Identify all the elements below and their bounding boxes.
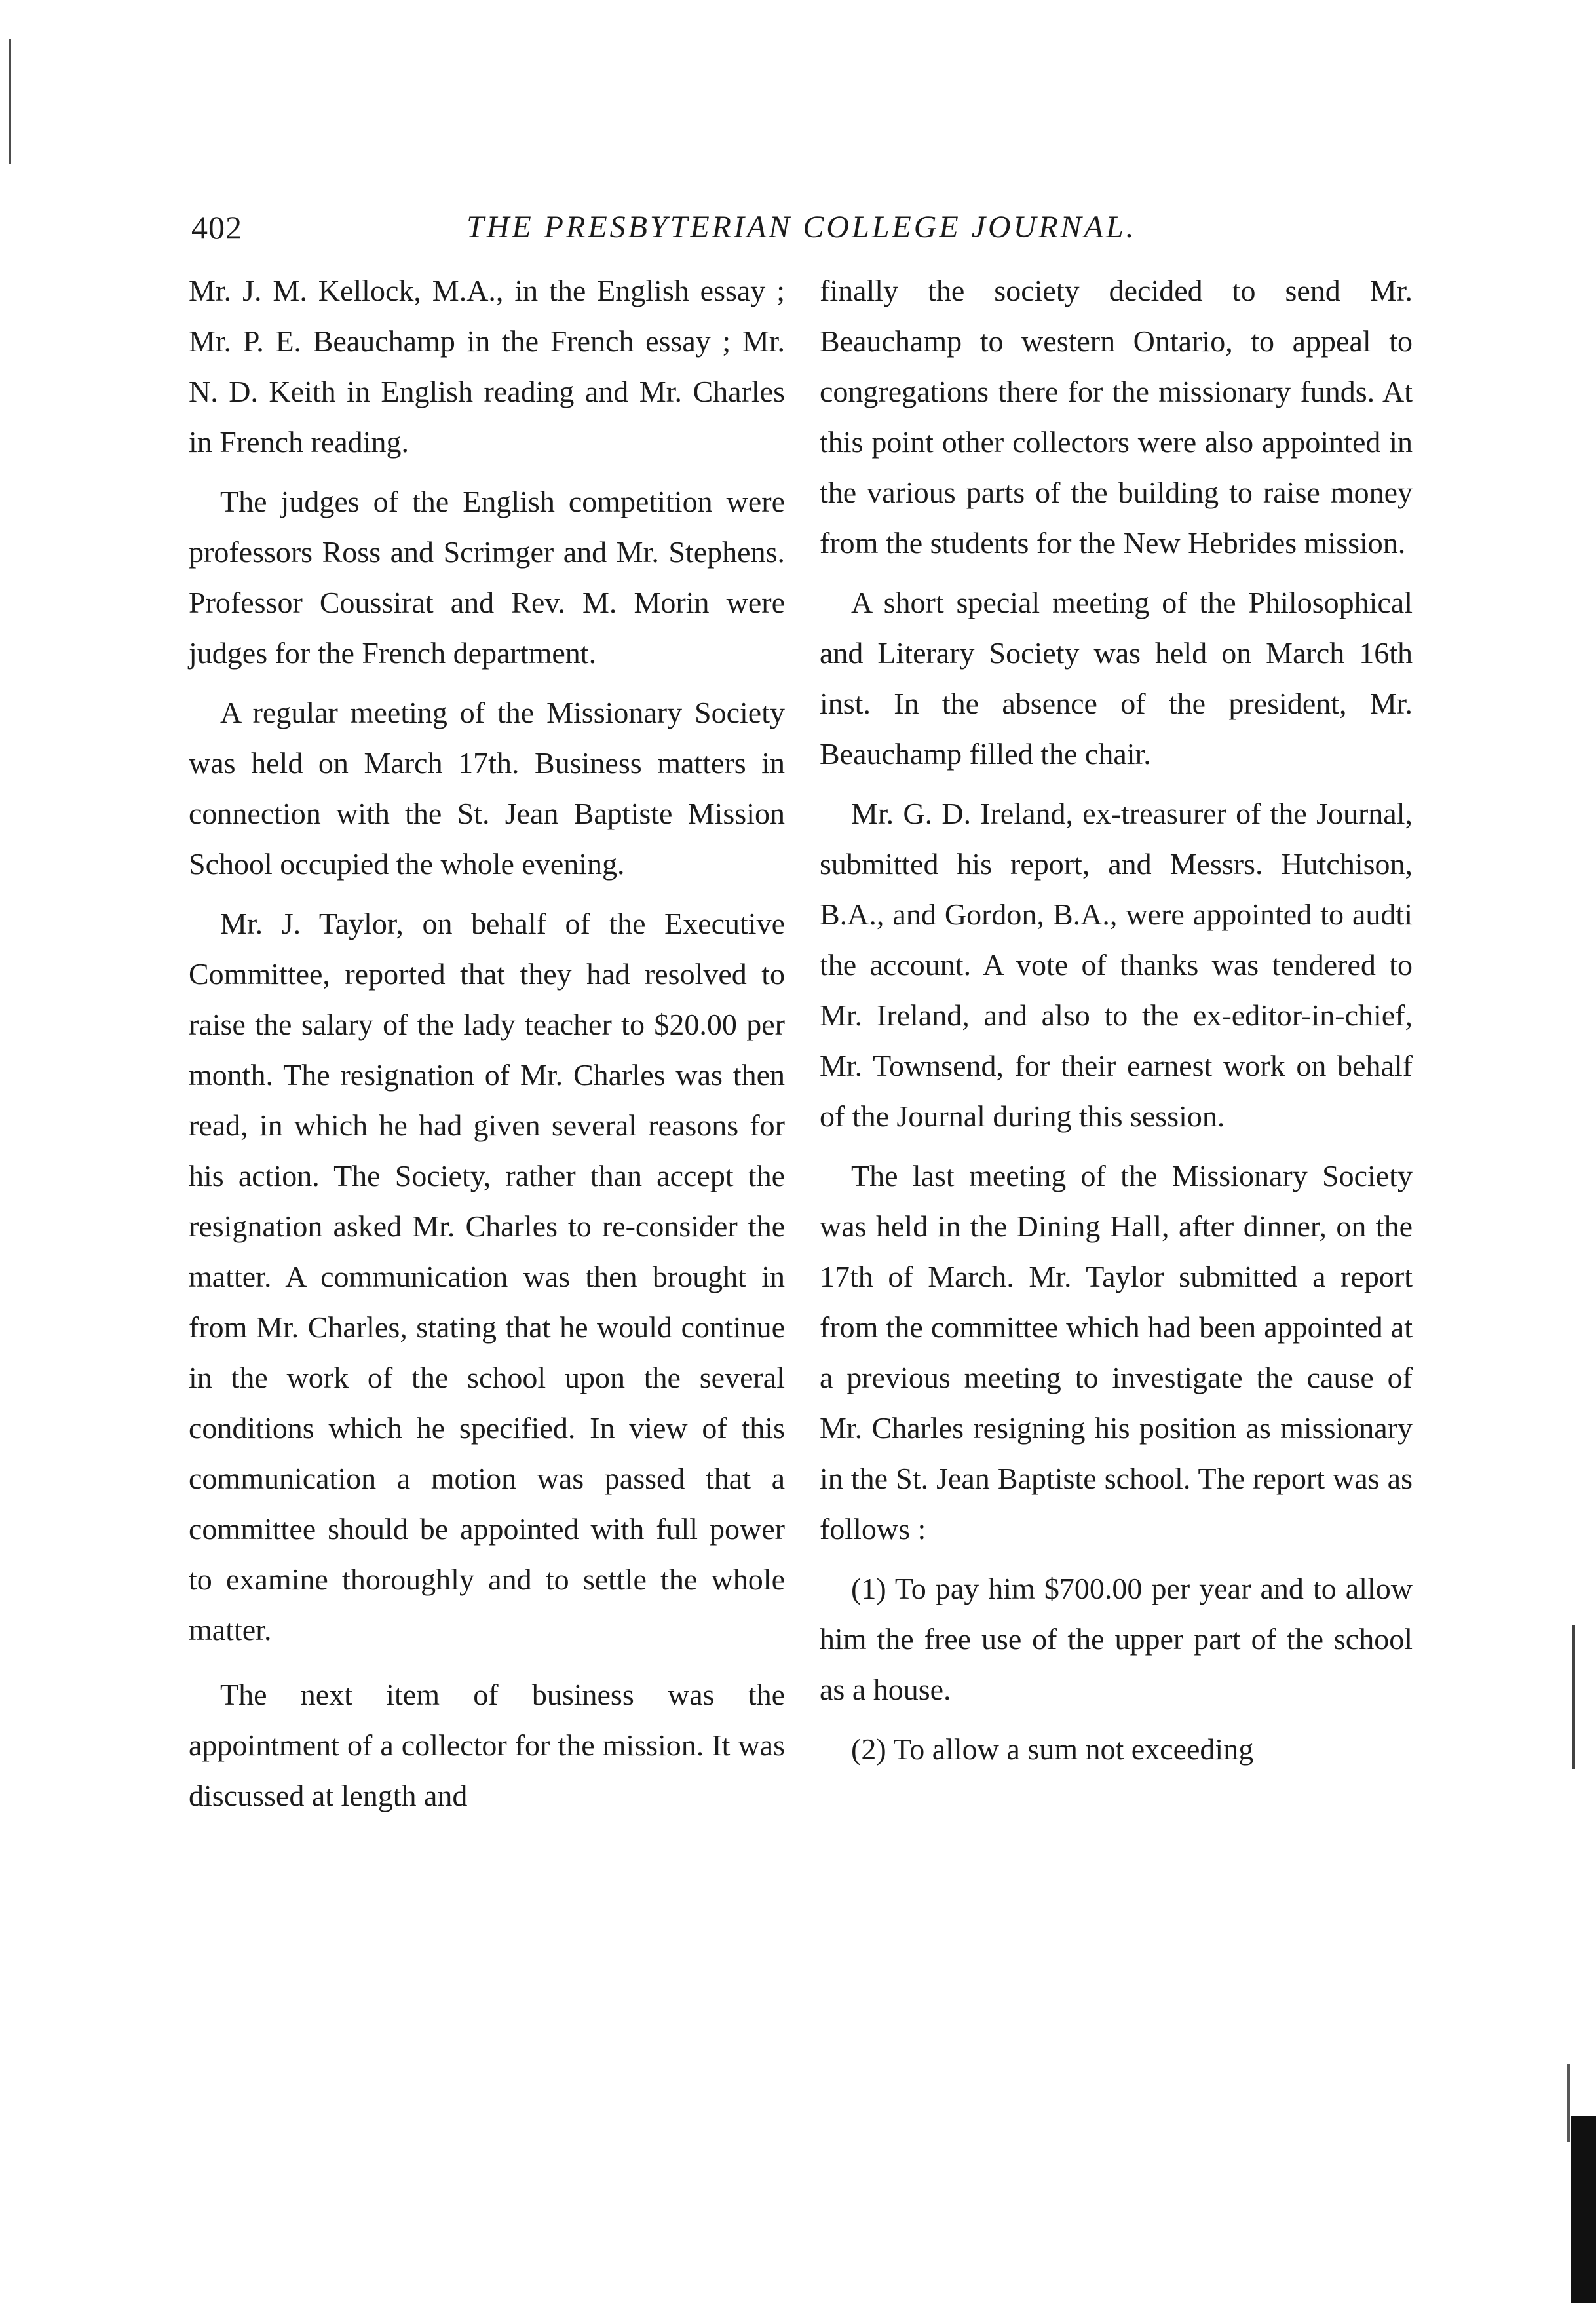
paragraph: A short special meeting of the Philosophical and Literary Society was held on March 16th inst. In the absence of the president, Mr. Beauchamp filled the chair. [820, 586, 1413, 771]
paragraph: The judges of the English competition were professors Ross and Scrimger and Mr. Stephens. Professor Coussirat and Rev. M. Morin were judges for the French department. [189, 485, 785, 670]
paragraph: (2) To allow a sum not exceeding [851, 1732, 1254, 1766]
left-column [189, 265, 785, 1830]
scan-edge-mark [1571, 2116, 1596, 2303]
scan-edge-mark [9, 39, 11, 164]
paragraph: A regular meeting of the Missionary Society was held on March 17th. Business matters in connection with the St. Jean Baptiste Mission School occupied the whole evening. [189, 696, 785, 881]
right-column [820, 265, 1413, 1783]
paragraph: The last meeting of the Missionary Society was held in the Dining Hall, after dinner, on the 17th of March. Mr. Taylor submitted a report from the committee which had been appointed at a previous meeting to investigate the cause of Mr. Charles resigning his position as missionary in the St. Jean Baptiste school. The report was as follows : [820, 1159, 1413, 1546]
paragraph: Mr. G. D. Ireland, ex-treasurer of the Journal, submitted his report, and Messrs. Hutchison, B.A., and Gordon, B.A., were appointed to audti the account. A vote of thanks was tendered to Mr. Ireland, and also to the ex-editor-in-chief, Mr. Townsend, for their earnest work on behalf of the Journal during this session. [820, 797, 1413, 1133]
paragraph: (1) To pay him $700.00 per year and to allow him the free use of the upper part of the school as a house. [820, 1572, 1413, 1706]
paragraph: Mr. J. M. Kellock, M.A., in the English essay ; Mr. P. E. Beauchamp in the French essay ; Mr. N. D. Keith in English reading and Mr. Charles in French reading. [189, 274, 785, 459]
paragraph: finally the society decided to send Mr. Beauchamp to western Ontario, to appeal to congregations there for the missionary funds. At this point other collectors were also appointed in the various parts of the building to raise money from the students for the New Hebrides mission. [820, 274, 1413, 560]
running-head [191, 204, 1423, 250]
page-number: 402 [191, 209, 242, 246]
paragraph: Mr. J. Taylor, on behalf of the Executive Committee, reported that they had resolved to raise the salary of the lady teacher to $20.00 per month. The resignation of Mr. Charles was then read, in which he had given several reasons for his action. The Society, rather than accept the resignation asked Mr. Charles to re-consider the matter. A communication was then brought in from Mr. Charles, stating that he would continue in the work of the school upon the several conditions which he specified. In view of this communication a motion was passed that a committee should be appointed with full power to examine thoroughly and to settle the whole matter. [189, 907, 785, 1646]
scan-edge-mark [1567, 2064, 1570, 2142]
paragraph: The next item of business was the appointment of a collector for the mission. It was discussed at length and [189, 1678, 785, 1812]
scan-edge-mark [1572, 1625, 1575, 1769]
journal-title: THE PRESBYTERIAN COLLEGE JOURNAL. [466, 210, 1137, 244]
